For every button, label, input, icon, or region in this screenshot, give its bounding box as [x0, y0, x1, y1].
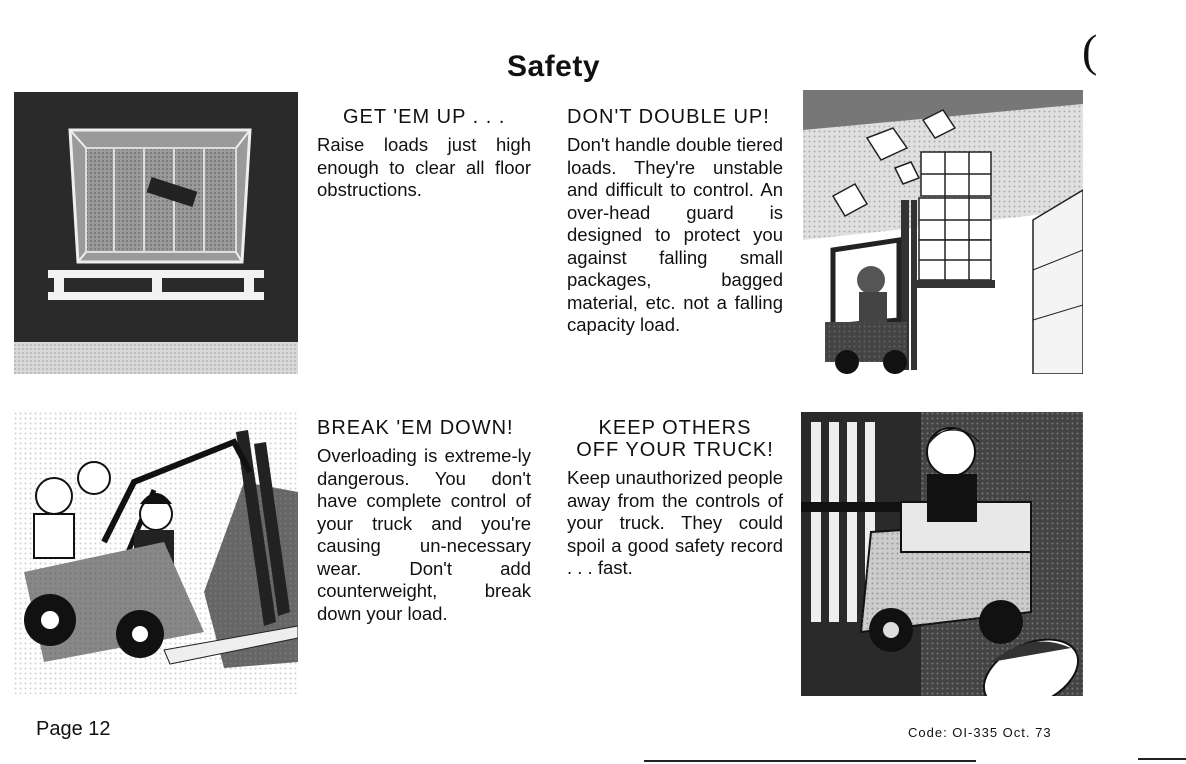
section-body-keep-others: Keep unauthorized people away from the controls of your truck. They could spoil a good safety record . . . fast. — [567, 467, 784, 578]
document-code: Code: OI-335 Oct. 73 — [908, 725, 1052, 740]
passenger-forklift-illustration — [801, 412, 1083, 696]
section-body-dont-double-up: Don't handle double tiered loads. They're unstable and difficult to control. An over-head guard is designed to protect you against falling small packages, bagged material, etc. not a falling capacity load. — [567, 134, 783, 335]
bottom-rule-right — [1138, 758, 1186, 760]
overloaded-forklift-illustration — [14, 412, 298, 694]
section-heading-keep-others-line1: KEEP OTHERS — [598, 417, 752, 439]
forklift-falling-boxes-illustration — [803, 90, 1083, 374]
section-heading-keep-others-line2: OFF YOUR TRUCK! — [576, 439, 774, 461]
section-heading-get-em-up: GET 'EM UP . . . — [343, 106, 506, 128]
section-body-get-em-up: Raise loads just high enough to clear all floor obstructions. — [317, 134, 531, 200]
section-body-break-em-down: Overloading is extreme-ly dangerous. You don't have complete control of your truck and you're causing un-necessary wear. Don't add counterweight, break down your load. — [317, 445, 531, 624]
page-title: Safety — [506, 50, 601, 83]
page-number: Page 12 — [36, 718, 111, 740]
margin-mark: ( — [1082, 25, 1098, 76]
bottom-rule — [644, 760, 976, 762]
section-heading-dont-double-up: DON'T DOUBLE UP! — [567, 106, 770, 128]
section-heading-break-em-down: BREAK 'EM DOWN! — [317, 417, 514, 439]
crate-pallet-illustration — [14, 92, 298, 374]
